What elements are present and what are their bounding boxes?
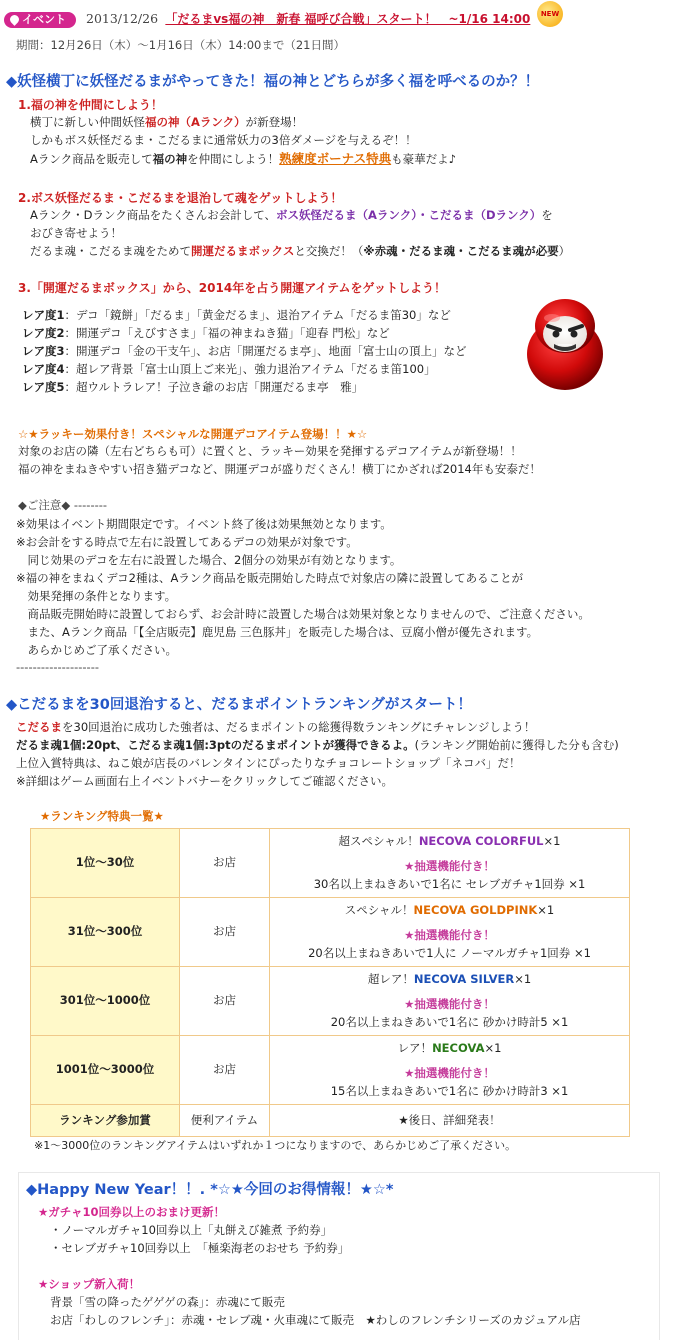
p2-line1 — [30, 207, 553, 225]
p2-title: 2.ボス妖怪だるま・こだるまを退治して魂をゲットしよう！ — [18, 191, 343, 205]
notice-title: ◆ご注意◆ -------- — [18, 498, 108, 512]
separator: -------------------- — [16, 660, 99, 674]
rank-range: 1001位～3000位 — [31, 1036, 180, 1105]
rarity-label: レア度3 — [22, 344, 65, 358]
reward-main — [270, 1040, 629, 1058]
rarity-text: ：超レア背景「富士山頂上ご来光」、強力退治アイテム「だるま笛100」 — [64, 362, 436, 376]
lottery-label: ★抽選機能付き！ — [404, 859, 495, 874]
p2-text: ） — [558, 244, 571, 258]
s2-line1 — [16, 719, 535, 737]
s2-line2 — [16, 737, 619, 755]
reward-cell — [270, 829, 630, 898]
p1-text: を仲間にしよう！ — [187, 152, 280, 166]
reward-prefix: 超レア！ — [367, 971, 414, 986]
p1-highlight: 福の神 — [152, 152, 188, 166]
rarity-text: ：開運デコ「えびすさま」「福の神まねき猫」「迎春 門松」など — [64, 326, 390, 340]
reward-kind: お店 — [180, 967, 270, 1036]
reward-item: NECOVA GOLDPINK — [413, 902, 538, 917]
s2-line4: ※詳細はゲーム画面右上イベントバナーをクリックしてご確認ください。 — [16, 774, 393, 788]
reward-count: ×1 — [484, 1040, 502, 1055]
reward-detail: 20名以上まねきあいで1人に ノーマルガチャ1回券 ×1 — [308, 945, 591, 960]
event-period: 期間：12月26日（木）～1月16日（木）14:00まで（21日間） — [16, 38, 345, 52]
reward-cell: ★後日、詳細発表！ — [270, 1105, 630, 1137]
reward-kind: お店 — [180, 898, 270, 967]
rank-range: 1位～30位 — [31, 829, 180, 898]
s2-text: (ランキング開始前に獲得した分も含む) — [414, 738, 619, 752]
p2-highlight: 開運だるまボックス — [191, 244, 295, 258]
s2-highlight: だるま魂1個:20pt、こだるま魂1個:3ptのだるまポイントが獲得できるよ。 — [16, 738, 415, 752]
lucky-title: ☆★ラッキー効果付き！スペシャルな開運デコアイテム登場！！★☆ — [18, 427, 368, 441]
event-badge — [4, 12, 76, 28]
rarity-item — [22, 342, 467, 360]
p1-text: 横丁に新しい仲間妖怪 — [30, 115, 145, 129]
notice-line: あらかじめご了承ください。 — [16, 643, 177, 657]
p1-line2: しかもボス妖怪だるま・こだるまに通常妖力の3倍ダメージを与えるぞ！！ — [30, 133, 417, 147]
p2-text: Aランク・Dランク商品をたくさんお会計して、 — [30, 208, 277, 222]
shop-item: 背景「雪の降ったゲゲゲの森」：赤魂にて販売 — [50, 1295, 285, 1309]
rarity-label: レア度2 — [22, 326, 65, 340]
rarity-text: ：開運デコ「金の干支午」、お店「開運だるま亭」、地面「富士山の頂上」など — [64, 344, 467, 358]
reward-detail: 20名以上まねきあいで1名に 砂かけ時計5 ×1 — [330, 1014, 569, 1029]
p2-note: ※赤魂・だるま魂・こだるま魂が必要 — [363, 244, 559, 258]
section1-heading: ◆妖怪横丁に妖怪だるまがやってきた！福の神とどちらが多く福を呼べるのか？！ — [6, 74, 540, 90]
reward-kind: お店 — [180, 1036, 270, 1105]
rarity-item — [22, 378, 467, 396]
rarity-text: ：超ウルトラレア！子泣き爺のお店「開運だるま亭 雅」 — [64, 380, 364, 394]
p1-text: も豪華だよ♪ — [391, 152, 456, 166]
bonus-link[interactable]: 熟練度ボーナス特典 — [279, 151, 392, 166]
p2-text: と交換だ！（ — [294, 244, 364, 258]
rarity-label: レア度1 — [22, 308, 65, 322]
p1-line3 — [30, 150, 456, 169]
s2-highlight: こだるま — [16, 720, 62, 734]
reward-count: ×1 — [537, 902, 555, 917]
p2-highlight: ボス妖怪だるま（Aランク）・こだるま（Dランク） — [276, 208, 542, 222]
table-row — [31, 1105, 630, 1137]
header-line — [86, 10, 530, 29]
rarity-item — [22, 324, 467, 342]
notice-line: ※お会計をする時点で左右に設置してあるデコの効果が対象です。 — [16, 535, 358, 549]
rank-range: 31位～300位 — [31, 898, 180, 967]
table-row — [31, 829, 630, 898]
daruma-icon — [522, 296, 608, 392]
rarity-label: レア度4 — [22, 362, 65, 376]
p2-text: を — [541, 208, 553, 222]
rank-range: ランキング参加賞 — [31, 1105, 180, 1137]
lucky-line2: 福の神をまねきやすい招き猫デコなど、開運デコが盛りだくさん！横丁にかざれば2014年も安泰だ！ — [18, 462, 541, 476]
shop-item: お店「わしのフレンチ」：赤魂・セレブ魂・火車魂にて販売 ★わしのフレンチシリーズのカジュアル店 — [50, 1313, 581, 1327]
new-badge-label: NEW — [540, 10, 560, 18]
reward-main — [270, 833, 629, 851]
s2-line3: 上位入賞特典は、ねこ娘が店長のバレンタインにぴったりなチョコレートショップ「ネコバ」だ！ — [16, 756, 521, 770]
gacha-item: ・ノーマルガチャ10回券以上「丸餅えび雑煮 予約券」 — [50, 1223, 333, 1237]
rarity-item — [22, 360, 467, 378]
rarity-label: レア度5 — [22, 380, 65, 394]
s2-text: を30回退治に成功した強者は、だるまポイントの総獲得数ランキングにチャレンジしよう！ — [62, 720, 536, 734]
section3-heading: ◆Happy New Year！！. *☆★今回のお得情報！★☆* — [26, 1182, 394, 1198]
lottery-label: ★抽選機能付き！ — [404, 1066, 495, 1081]
p3-title: 3.「開運だるまボックス」から、2014年を占う開運アイテムをゲットしよう！ — [18, 281, 447, 295]
table-row — [31, 1036, 630, 1105]
drop-icon — [8, 13, 21, 26]
table-row — [31, 898, 630, 967]
notice-line: ※福の神をまねくデコ2種は、Aランク商品を販売開始した時点で対象店の隣に設置してあることが — [16, 571, 524, 585]
p1-highlight: 福の神（Aランク） — [145, 115, 246, 129]
p1-text: が新登場！ — [245, 115, 304, 129]
lottery-label: ★抽選機能付き！ — [404, 928, 495, 943]
reward-count: ×1 — [543, 833, 561, 848]
notice-line: ※効果はイベント期間限定です。イベント終了後は効果無効となります。 — [16, 517, 392, 531]
p2-line3 — [30, 243, 570, 261]
reward-cell — [270, 967, 630, 1036]
new-star-icon — [537, 1, 563, 27]
p1-title: 1.福の神を仲間にしよう！ — [18, 98, 163, 112]
p2-line2: おびき寄せよう！ — [30, 226, 122, 240]
reward-item: NECOVA COLORFUL — [418, 833, 544, 848]
notice-line: また、Aランク商品「【全店販売】鹿児島 三色豚丼」を販売した場合は、豆腐小僧が優先されます。 — [16, 625, 539, 639]
table-row — [31, 967, 630, 1036]
rarity-text: ：デコ「鏡餅」「だるま」「黄金だるま」、退治アイテム「だるま笛30」など — [64, 308, 451, 322]
reward-cell — [270, 1036, 630, 1105]
reward-item: NECOVA — [432, 1040, 485, 1055]
reward-main — [270, 902, 629, 920]
p2-text: だるま魂・こだるま魂をためて — [30, 244, 191, 258]
reward-item: NECOVA SILVER — [413, 971, 515, 986]
reward-prefix: スペシャル！ — [344, 902, 414, 917]
rank-range: 301位～1000位 — [31, 967, 180, 1036]
p1-text: Aランク商品を販売して — [30, 152, 153, 166]
event-date: 2013/12/26 — [86, 11, 159, 26]
rarity-list — [22, 306, 467, 396]
gacha-item: ・セレブガチャ10回券以上 「極楽海老のおせち 予約券」 — [50, 1241, 350, 1255]
reward-prefix: レア！ — [397, 1040, 433, 1055]
ranking-table-title: ★ランキング特典一覧★ — [40, 809, 164, 823]
section2-heading: ◆こだるまを30回退治すると、だるまポイントランキングがスタート！ — [6, 697, 472, 713]
notice-line: 商品販売開始時に設置しておらず、お会計時に設置した場合は効果対象となりませんので、ご注意ください。 — [16, 607, 590, 621]
reward-kind: 便利アイテム — [180, 1105, 270, 1137]
event-title-link[interactable]: 「だるまvs福の神 新春 福呼び合戦」スタート！ ~1/16 14:00 — [165, 12, 531, 26]
notice-line: 効果発揮の条件となります。 — [16, 589, 177, 603]
ranking-footnote: ※1～3000位のランキングアイテムはいずれか１つになりますので、あらかじめご了承ください。 — [34, 1139, 517, 1152]
ranking-table — [30, 828, 630, 1137]
reward-detail: 15名以上まねきあいで1名に 砂かけ時計3 ×1 — [330, 1083, 569, 1098]
notice-line: 同じ効果のデコを左右に設置した場合、2個分の効果が有効となります。 — [16, 553, 402, 567]
lottery-label: ★抽選機能付き！ — [404, 997, 495, 1012]
reward-prefix: 超スペシャル！ — [338, 833, 419, 848]
event-badge-label: イベント — [22, 13, 66, 26]
reward-count: ×1 — [514, 971, 532, 986]
p1-line1 — [30, 114, 303, 132]
rarity-item — [22, 306, 467, 324]
notice-list — [16, 515, 590, 659]
reward-kind: お店 — [180, 829, 270, 898]
reward-main — [270, 971, 629, 989]
reward-detail: 30名以上まねきあいで1名に セレブガチャ1回券 ×1 — [313, 876, 586, 891]
gacha-title: ★ガチャ10回券以上のおまけ更新！ — [38, 1205, 225, 1219]
shop-title: ★ショップ新入荷！ — [38, 1277, 141, 1291]
reward-cell — [270, 898, 630, 967]
lucky-line1: 対象のお店の隣（左右どちらも可）に置くと、ラッキー効果を発揮するデコアイテムが新登場！！ — [18, 444, 522, 458]
